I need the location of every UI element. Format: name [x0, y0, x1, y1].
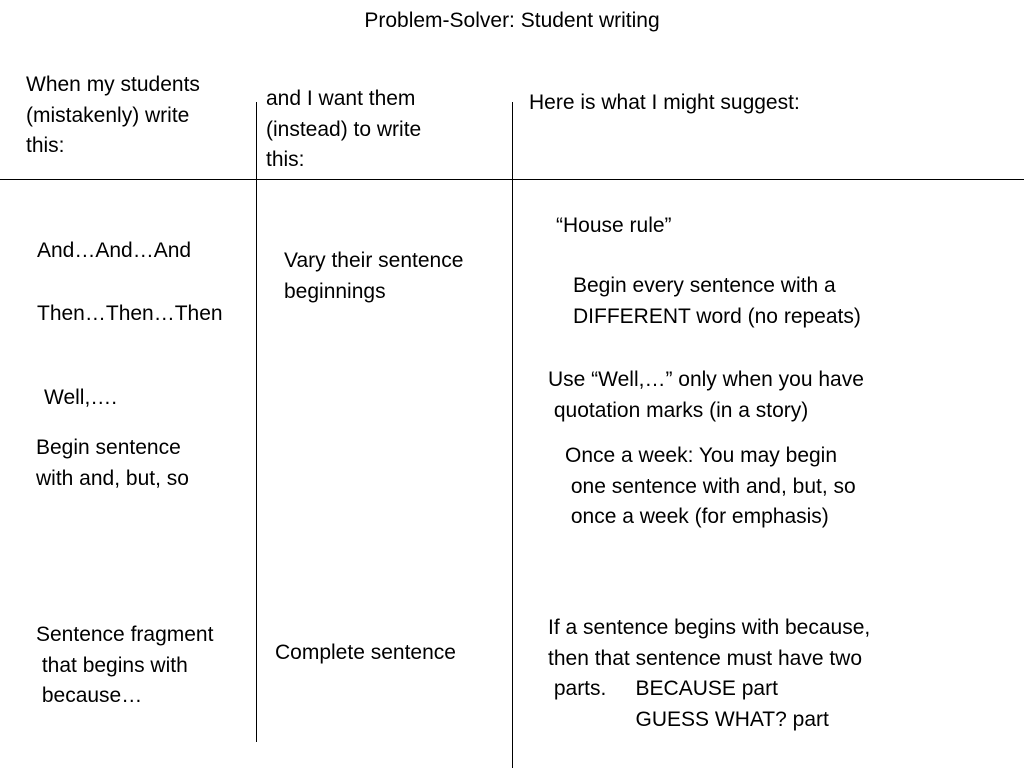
suggestion-because-rule: If a sentence begins with because, then that sentence must have two parts. BECAUSE part GUESS WHAT? part	[548, 616, 871, 731]
goal-complete-sentence: Complete sentence	[275, 641, 456, 664]
suggestion-house-rule: “House rule”	[556, 214, 672, 237]
problem-begin-sentence: Begin sentence with and, but, so	[36, 436, 189, 490]
suggestion-begin-every: Begin every sentence with a DIFFERENT word (no repeats)	[573, 274, 861, 328]
column-divider-right	[512, 102, 513, 768]
column-header-suggestion: Here is what I might suggest:	[529, 91, 800, 114]
column-header-want-instead: and I want them (instead) to write this:	[266, 87, 422, 171]
page-title: Problem-Solver: Student writing	[364, 9, 660, 32]
goal-vary-beginnings: Vary their sentence beginnings	[284, 249, 464, 303]
problem-sentence-fragment: Sentence fragment that begins with because…	[36, 623, 214, 707]
column-header-student-writes: When my students (mistakenly) write this:	[26, 73, 200, 157]
problem-and-and: And…And…And	[37, 239, 192, 262]
problem-then-then: Then…Then…Then	[37, 302, 223, 325]
suggestion-once-a-week: Once a week: You may begin one sentence with and, but, so once a week (for emphasis)	[565, 444, 856, 528]
suggestion-use-well: Use “Well,…” only when you have quotation marks (in a story)	[548, 368, 864, 422]
column-divider-left	[256, 102, 257, 742]
problem-well: Well,….	[44, 386, 118, 409]
